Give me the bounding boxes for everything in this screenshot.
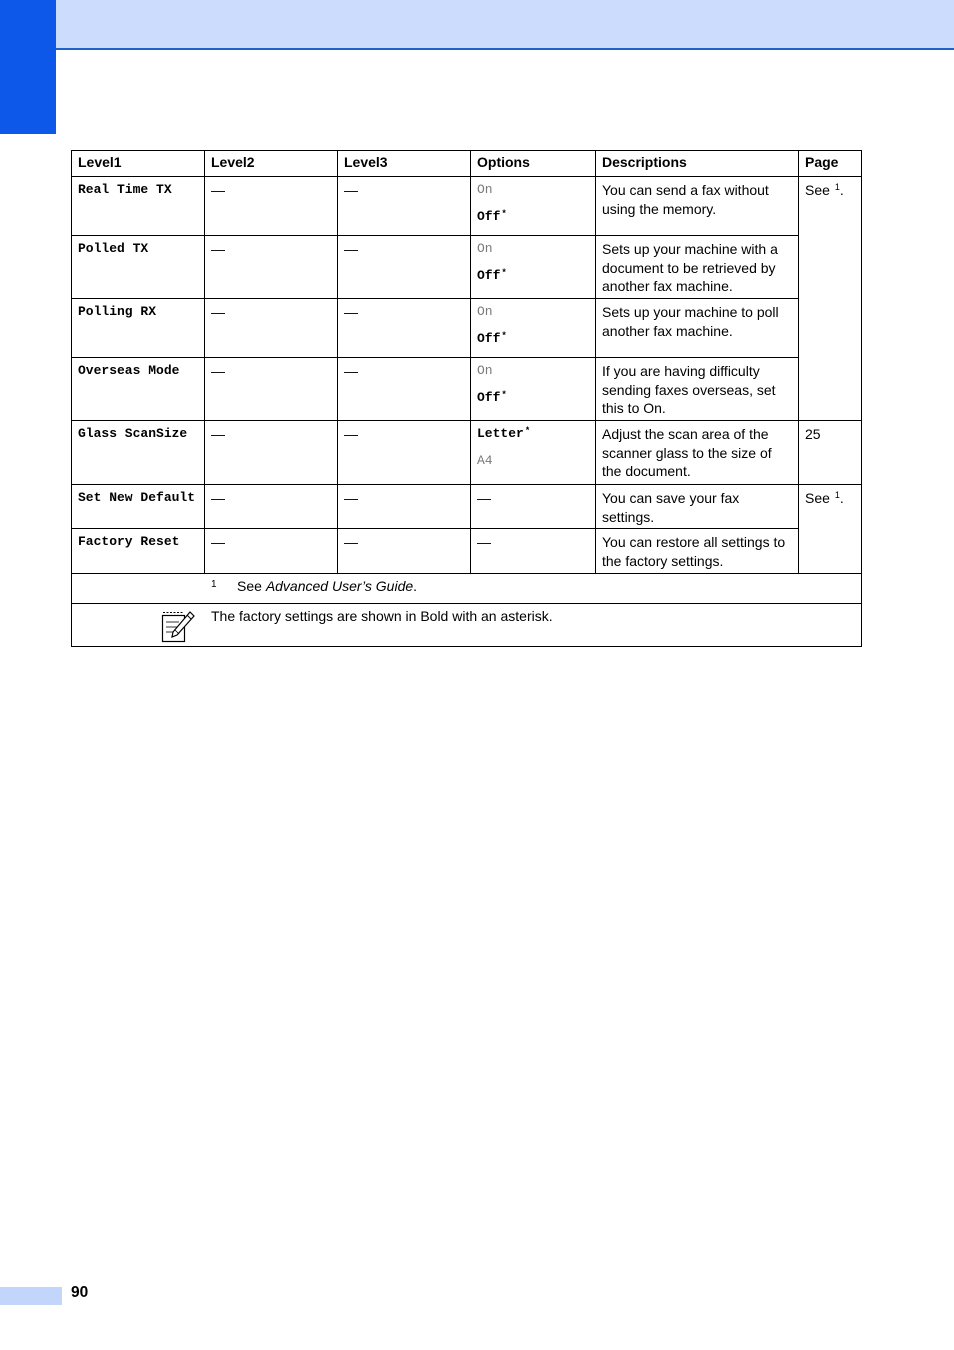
description-cell: If you are having difficulty sending faxes overseas, set this to On. [602,363,776,416]
footer-bar [0,1287,62,1305]
page-ref-see-footnote: See $^1$. [805,490,844,506]
settings-table [71,150,862,647]
option-a4: A4 [477,453,493,468]
level2-cell: — [211,304,225,320]
level1-cell: Polled TX [78,241,149,256]
description-cell: You can save your fax settings. [602,490,740,525]
table-row [72,421,862,485]
level3-cell: — [344,363,358,379]
header-descriptions: Descriptions [596,151,799,177]
note-pencil-icon [160,609,196,643]
footnote-text: See Advanced User’s Guide. [237,578,418,594]
table-header-row [72,151,862,177]
level1-cell: Set New Default [78,490,196,505]
table-row [72,299,862,358]
header-level3: Level3 [338,151,471,177]
option-off-default: Off* [477,390,507,405]
option-on: On [477,363,493,378]
options-cell [471,236,595,294]
header-band [0,0,954,50]
level3-cell: — [344,534,358,550]
header-level2: Level2 [205,151,338,177]
option-off-default: Off* [477,209,507,224]
description-cell: Sets up your machine to poll another fax machine. [602,304,779,339]
chapter-tab [0,0,56,134]
level2-cell: — [211,490,225,506]
header-page: Page [799,151,862,177]
table-row [72,177,862,236]
level2-cell: — [211,534,225,550]
level1-cell: Glass ScanSize [78,426,188,441]
option-on: On [477,304,493,319]
option-off-default: Off* [477,268,507,283]
option-off-default: Off* [477,331,507,346]
table-row [72,358,862,421]
level1-cell: Overseas Mode [78,363,180,378]
description-cell: Adjust the scan area of the scanner glass to the size of the document. [602,426,772,479]
header-level1: Level1 [72,151,205,177]
level3-cell: — [344,490,358,506]
options-cell [471,358,595,416]
options-cell: — [477,490,491,506]
description-cell: You can send a fax without using the memory. [602,182,769,217]
level2-cell: — [211,182,225,198]
options-cell: — [477,534,491,550]
option-letter-default: Letter* [477,426,531,441]
options-cell [471,421,595,479]
level3-cell: — [344,304,358,320]
level1-cell: Factory Reset [78,534,180,549]
table-row [72,529,862,574]
description-cell: You can restore all settings to the factory settings. [602,534,786,569]
options-cell [471,299,595,357]
page-number: 90 [71,1284,89,1301]
level3-cell: — [344,182,358,198]
level3-cell: — [344,426,358,442]
page-ref-see-footnote: See $^1$. [805,182,844,198]
option-on: On [477,182,493,197]
note-text: The factory settings are shown in Bold with an asterisk. [211,608,553,624]
header-options: Options [471,151,596,177]
level1-cell: Polling RX [78,304,157,319]
level3-cell: — [344,241,358,257]
table-row [72,485,862,529]
level2-cell: — [211,241,225,257]
level2-cell: — [211,426,225,442]
footnote [72,574,861,595]
table-row [72,236,862,299]
footnote-mark: 1 [211,579,217,590]
note-row [72,604,862,647]
options-cell [471,177,595,235]
description-cell: Sets up your machine with a document to be retrieved by another fax machine. [602,241,778,294]
level2-cell: — [211,363,225,379]
level1-cell: Real Time TX [78,182,172,197]
option-on: On [477,241,493,256]
footnote-row [72,574,862,604]
note [72,604,861,646]
page-ref-number: 25 [805,426,821,442]
